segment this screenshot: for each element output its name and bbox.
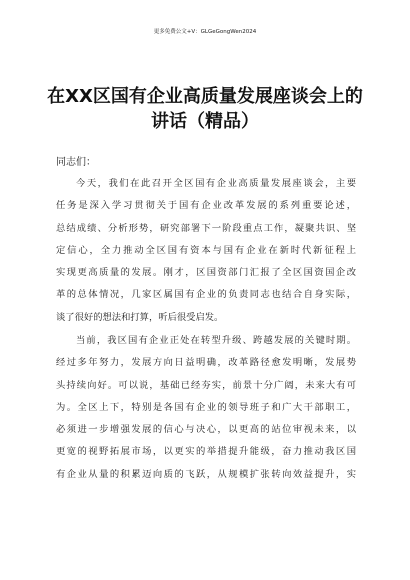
paragraph-line: 头持续向好。可以说，基础已经夯实，前景十分广阔，未来大有可	[56, 379, 356, 391]
salutation: 同志们：	[56, 157, 96, 168]
paragraph-line: 革的总体情况，几家区属国有企业的负责同志也结合自身实际，	[56, 289, 356, 301]
body-paragraph-1	[56, 173, 356, 329]
document-title	[30, 84, 380, 134]
paragraph-line: 更宽的视野拓展市场，以更实的举措提升能级，奋力推动我区国	[56, 446, 356, 458]
paragraph-line: 定信心，全力推动全区国有资本与国有企业在新时代新征程上	[56, 244, 356, 256]
header-note: 更多免费公文+V：GLGeGongWen2024	[153, 29, 257, 35]
paragraph-line: 任务是深入学习贯彻关于国有企业改革发展的系列重要论述，	[56, 200, 356, 212]
paragraph-line: 为。全区上下，特别是各国有企业的领导班子和广大干部职工，	[56, 401, 356, 413]
title-line-2: 讲话（精品）	[151, 111, 259, 132]
paragraph-line: 有企业从量的积累迈向质的飞跃，从规模扩张转向效益提升，实	[56, 468, 356, 480]
paragraph-line: 总结成绩、分析形势，研究部署下一阶段重点工作，凝聚共识、坚	[56, 222, 356, 234]
paragraph-line: 必须进一步增强发展的信心与决心，以更高的站位审视未来，以	[56, 424, 356, 436]
paragraph-line: 实现更高质量的发展。刚才，区国资部门汇报了全区国资国企改	[56, 267, 356, 279]
paragraph-line: 经过多年努力，发展方向日益明确，改革路径愈发明晰，发展势	[56, 357, 356, 369]
paragraph-line: 今天，我们在此召开全区国有企业高质量发展座谈会，主要	[76, 178, 356, 189]
paragraph-line: 当前，我区国有企业正处在转型升级、跨越发展的关键时期。	[76, 335, 356, 346]
title-line-1: 在XX区国有企业高质量发展座谈会上的	[47, 86, 363, 107]
body-paragraph-2	[56, 330, 356, 486]
paragraph-line: 谈了很好的想法和打算，听后很受启发。	[56, 311, 224, 323]
